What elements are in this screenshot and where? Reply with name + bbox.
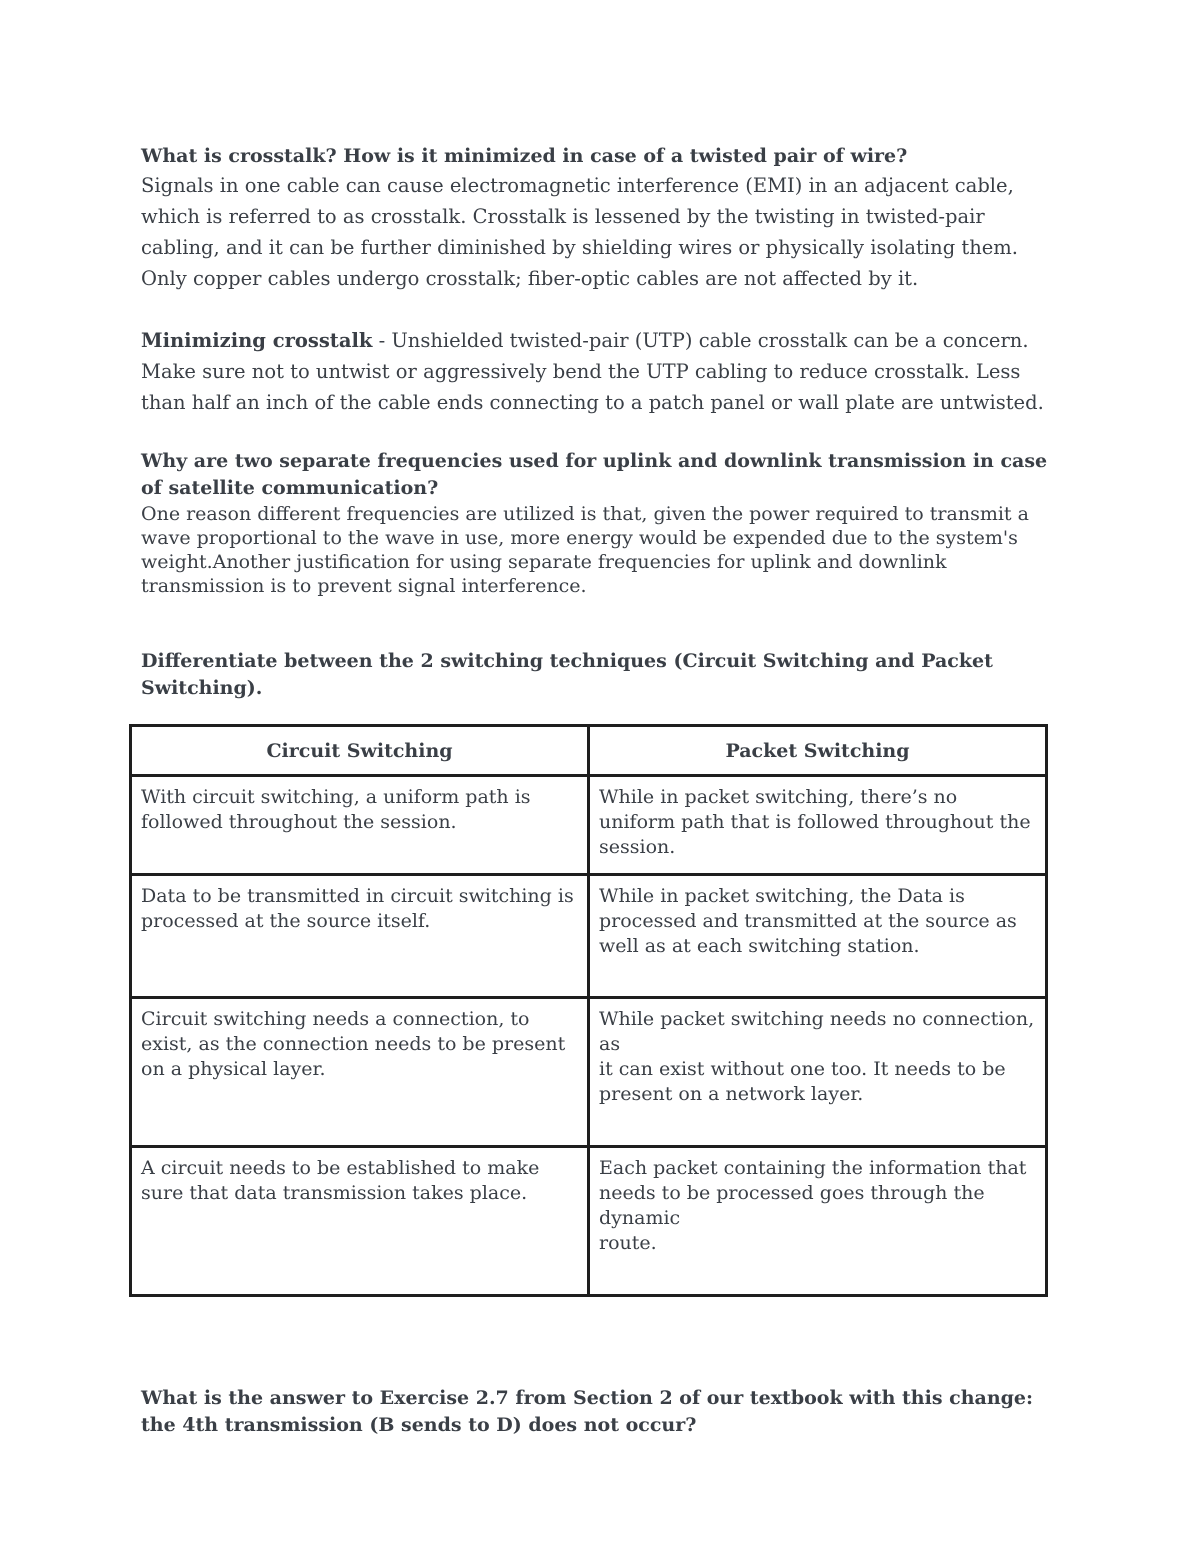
cell-text: While packet switching needs no connection, as — [599, 1008, 1035, 1055]
cell-text: Circuit switching needs a connection, to exist, as the connection needs to be present on a physical layer. — [141, 1008, 566, 1080]
minimizing-crosstalk-paragraph — [141, 325, 1066, 418]
circuit-cell — [131, 875, 589, 998]
table-header-row — [131, 726, 1047, 776]
header-packet-switching: Packet Switching — [589, 726, 1047, 776]
cell-text: While in packet switching, there’s no uniform path that is followed throughout the session. — [599, 786, 1031, 858]
table-row — [131, 1147, 1047, 1296]
crosstalk-answer: Signals in one cable can cause electromagnetic interference (EMI) in an adjacent cable, which is referred to as crosstalk. Crosstalk is lessened by the twisting in twisted-pair cabling, and it can be further diminished by shielding wires or physically isolating them. Only copper cables undergo crosstalk; fiber-optic cables are not affected by it. — [141, 174, 1018, 290]
packet-cell — [589, 1147, 1047, 1296]
crosstalk-question: What is crosstalk? How is it minimized in case of a twisted pair of wire? — [141, 145, 908, 167]
exercise-question: What is the answer to Exercise 2.7 from Section 2 of our textbook with this change: the 4th transmission (B sends to D) does not occur? — [141, 1387, 1034, 1436]
circuit-cell — [131, 776, 589, 875]
packet-cell — [589, 998, 1047, 1147]
table-row — [131, 998, 1047, 1147]
satellite-question: Why are two separate frequencies used for uplink and downlink transmission in case of satellite communication? — [141, 450, 1048, 499]
cell-text: With circuit switching, a uniform path is followed throughout the session. — [141, 786, 531, 833]
minimizing-crosstalk-text: - Unshielded twisted-pair (UTP) cable crosstalk can be a concern. Make sure not to untwist or aggressively bend the UTP cabling to reduce crosstalk. Less than half an inch of the cable ends connecting to a patch panel or wall plate are untwisted. — [141, 329, 1044, 414]
circuit-cell — [131, 1147, 589, 1296]
circuit-cell — [131, 998, 589, 1147]
document-page — [141, 143, 1066, 1439]
satellite-answer: One reason different frequencies are utilized is that, given the power required to transmit a wave proportional to the wave in use, more energy would be expended due to the system's weight.Another justification for using separate frequencies for uplink and downlink transmission is to prevent signal interference. — [141, 503, 1029, 597]
cell-text: While in packet switching, the Data is processed and transmitted at the source as well as at each switching station. — [599, 885, 1017, 957]
switching-question: Differentiate between the 2 switching techniques (Circuit Switching and Packet Switching). — [141, 650, 993, 699]
minimizing-crosstalk-lead: Minimizing crosstalk — [141, 329, 373, 352]
header-circuit-switching: Circuit Switching — [131, 726, 589, 776]
switching-comparison-table — [129, 724, 1048, 1297]
table-row — [131, 776, 1047, 875]
cell-text: it can exist without one too. It needs to be present on a network layer. — [599, 1058, 1006, 1105]
packet-cell — [589, 776, 1047, 875]
cell-text: Data to be transmitted in circuit switching is processed at the source itself. — [141, 885, 574, 932]
table-row — [131, 875, 1047, 998]
cell-text: A circuit needs to be established to make sure that data transmission takes place. — [141, 1157, 540, 1204]
cell-text: route. — [599, 1232, 657, 1254]
packet-cell — [589, 875, 1047, 998]
cell-text: Each packet containing the information that needs to be processed goes through the dynamic — [599, 1157, 1027, 1229]
